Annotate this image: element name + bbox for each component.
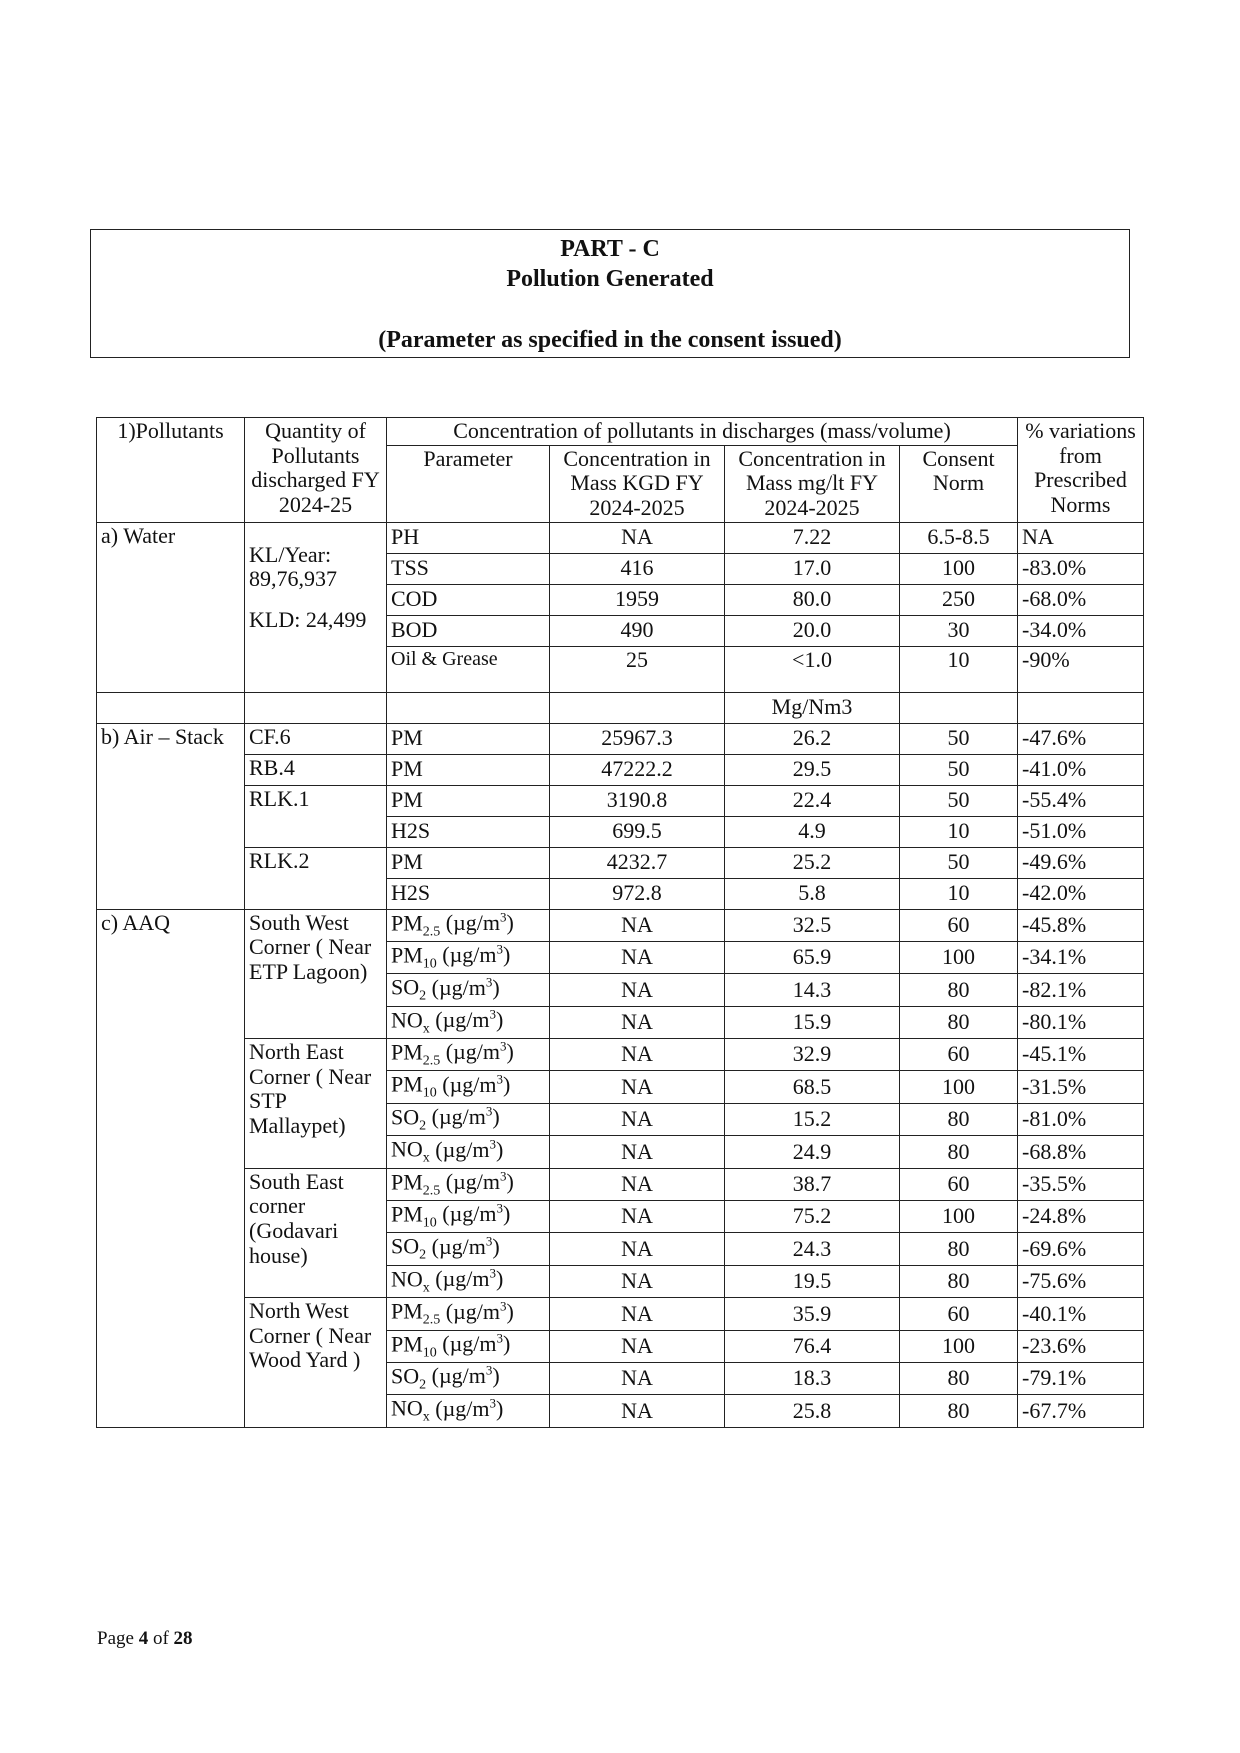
kgd-cell: 699.5 (550, 816, 725, 847)
parameter-cell: $SO_2$ $(\mu g/m^3)$ (387, 1362, 550, 1394)
variation-cell: -41.0% (1018, 754, 1144, 785)
page-label: Page (97, 1628, 134, 1649)
header-variation: % variations from Prescribed Norms (1018, 418, 1144, 523)
norm-cell: 6.5-8.5 (900, 522, 1018, 553)
parameter-cell: COD (387, 584, 550, 615)
norm-cell: 80 (900, 1362, 1018, 1394)
variation-cell: -79.1% (1018, 1362, 1144, 1394)
norm-cell: 50 (900, 723, 1018, 754)
page-of-label: of (152, 1628, 169, 1649)
table-row (97, 785, 1144, 816)
stack-source: CF.6 (245, 723, 387, 754)
parameter-cell: H2S (387, 878, 550, 909)
variation-cell: -31.5% (1018, 1071, 1144, 1103)
norm-cell: 30 (900, 615, 1018, 646)
variation-cell: -81.0% (1018, 1103, 1144, 1135)
mglt-cell: 20.0 (725, 615, 900, 646)
mglt-cell: 15.2 (725, 1103, 900, 1135)
parameter-cell: TSS (387, 553, 550, 584)
norm-cell: 80 (900, 1233, 1018, 1265)
variation-cell: -83.0% (1018, 553, 1144, 584)
mglt-cell: 24.9 (725, 1136, 900, 1168)
section-title: Pollution Generated (506, 266, 714, 292)
norm-cell: 60 (900, 1168, 1018, 1200)
kgd-cell: 1959 (550, 584, 725, 615)
variation-cell: -55.4% (1018, 785, 1144, 816)
page-footer (97, 1628, 193, 1650)
mglt-cell: 19.5 (725, 1265, 900, 1297)
kgd-cell: NA (550, 1330, 725, 1362)
parameter-cell: $PM_{2.5}$ $(\mu g/m^3)$ (387, 1168, 550, 1200)
variation-cell: -51.0% (1018, 816, 1144, 847)
aaq-label: c) AAQ (97, 909, 245, 1427)
table-row (97, 754, 1144, 785)
table-row (97, 847, 1144, 878)
parameter-cell: $SO_2$ $(\mu g/m^3)$ (387, 974, 550, 1006)
unit-label: Mg/Nm3 (725, 692, 900, 723)
parameter-cell: $PM_{2.5}$ $(\mu g/m^3)$ (387, 1039, 550, 1071)
table-row (97, 909, 1144, 941)
parameter-cell: Oil & Grease (387, 646, 550, 692)
section-subtitle: (Parameter as specified in the consent issued) (378, 327, 842, 353)
table-row (97, 1039, 1144, 1071)
norm-cell: 50 (900, 785, 1018, 816)
mglt-cell: 14.3 (725, 974, 900, 1006)
parameter-cell: PH (387, 522, 550, 553)
mglt-cell: 29.5 (725, 754, 900, 785)
norm-cell: 60 (900, 909, 1018, 941)
norm-cell: 80 (900, 974, 1018, 1006)
variation-cell: -23.6% (1018, 1330, 1144, 1362)
header-pollutants: 1)Pollutants (97, 418, 245, 523)
norm-cell: 60 (900, 1298, 1018, 1330)
mglt-cell: 5.8 (725, 878, 900, 909)
header-conc-mass-mglt: Concentration in Mass mg/lt FY 2024-2025 (725, 445, 900, 522)
kgd-cell: NA (550, 1201, 725, 1233)
mglt-cell: 35.9 (725, 1298, 900, 1330)
norm-cell: 250 (900, 584, 1018, 615)
air-stack-section (97, 723, 1144, 909)
variation-cell: -34.1% (1018, 941, 1144, 973)
variation-cell: -75.6% (1018, 1265, 1144, 1297)
mglt-cell: 4.9 (725, 816, 900, 847)
kgd-cell: NA (550, 1362, 725, 1394)
mglt-cell: 22.4 (725, 785, 900, 816)
variation-cell: -34.0% (1018, 615, 1144, 646)
header-consent-norm: Consent Norm (900, 445, 1018, 522)
mglt-cell: 32.9 (725, 1039, 900, 1071)
kgd-cell: NA (550, 1071, 725, 1103)
monitoring-location: North West Corner ( Near Wood Yard ) (245, 1298, 387, 1428)
parameter-cell: PM (387, 723, 550, 754)
mglt-cell: 18.3 (725, 1362, 900, 1394)
kgd-cell: 416 (550, 553, 725, 584)
parameter-cell: PM (387, 847, 550, 878)
water-quantity (245, 522, 387, 692)
parameter-cell: $NO_x$ $(\mu g/m^3)$ (387, 1006, 550, 1038)
kgd-cell: NA (550, 1265, 725, 1297)
stack-source: RLK.2 (245, 847, 387, 909)
table-header-row (97, 418, 1144, 446)
water-section (97, 522, 1144, 692)
norm-cell: 80 (900, 1265, 1018, 1297)
kgd-cell: 25967.3 (550, 723, 725, 754)
parameter-cell: BOD (387, 615, 550, 646)
kgd-cell: NA (550, 1298, 725, 1330)
mglt-cell: 24.3 (725, 1233, 900, 1265)
parameter-cell: $PM_{10}$ $(\mu g/m^3)$ (387, 1330, 550, 1362)
parameter-cell: $SO_2$ $(\mu g/m^3)$ (387, 1233, 550, 1265)
norm-cell: 100 (900, 1071, 1018, 1103)
parameter-cell: PM (387, 754, 550, 785)
parameter-cell: $SO_2$ $(\mu g/m^3)$ (387, 1103, 550, 1135)
kgd-cell: NA (550, 1168, 725, 1200)
kgd-cell: NA (550, 941, 725, 973)
kgd-cell: 47222.2 (550, 754, 725, 785)
table-row (97, 522, 1144, 553)
norm-cell: 80 (900, 1395, 1018, 1427)
part-c-header (90, 229, 1130, 358)
header-concentration-group: Concentration of pollutants in discharges (mass/volume) (387, 418, 1018, 446)
parameter-cell: $PM_{2.5}$ $(\mu g/m^3)$ (387, 909, 550, 941)
monitoring-location: South West Corner ( Near ETP Lagoon) (245, 909, 387, 1039)
variation-cell: -24.8% (1018, 1201, 1144, 1233)
pollution-table (96, 417, 1144, 1428)
table-row (97, 723, 1144, 754)
stack-source: RB.4 (245, 754, 387, 785)
variation-cell: -69.6% (1018, 1233, 1144, 1265)
norm-cell: 10 (900, 816, 1018, 847)
kgd-cell: NA (550, 974, 725, 1006)
kgd-cell: NA (550, 1006, 725, 1038)
kgd-cell: 972.8 (550, 878, 725, 909)
variation-cell: -40.1% (1018, 1298, 1144, 1330)
table-row (97, 1298, 1144, 1330)
norm-cell: 100 (900, 1330, 1018, 1362)
kgd-cell: NA (550, 1039, 725, 1071)
water-label: a) Water (97, 522, 245, 692)
variation-cell: -49.6% (1018, 847, 1144, 878)
variation-cell: -67.7% (1018, 1395, 1144, 1427)
norm-cell: 10 (900, 878, 1018, 909)
kgd-cell: NA (550, 1233, 725, 1265)
parameter-cell: $PM_{2.5}$ $(\mu g/m^3)$ (387, 1298, 550, 1330)
variation-cell: NA (1018, 522, 1144, 553)
water-quantity-kld: KLD: 24,499 (249, 606, 367, 632)
header-quantity: Quantity of Pollutants discharged FY 2024-25 (245, 418, 387, 523)
variation-cell: -42.0% (1018, 878, 1144, 909)
mglt-cell: <1.0 (725, 646, 900, 692)
kgd-cell: NA (550, 1103, 725, 1135)
parameter-cell: $PM_{10}$ $(\mu g/m^3)$ (387, 941, 550, 973)
table-row (97, 1168, 1144, 1200)
mglt-cell: 68.5 (725, 1071, 900, 1103)
total-pages: 28 (173, 1628, 193, 1649)
mglt-cell: 26.2 (725, 723, 900, 754)
variation-cell: -45.1% (1018, 1039, 1144, 1071)
parameter-cell: PM (387, 785, 550, 816)
part-label: PART - C (560, 236, 660, 262)
monitoring-location: North East Corner ( Near STP Mallaypet) (245, 1039, 387, 1169)
parameter-cell: $PM_{10}$ $(\mu g/m^3)$ (387, 1071, 550, 1103)
norm-cell: 10 (900, 646, 1018, 692)
parameter-cell: $NO_x$ $(\mu g/m^3)$ (387, 1395, 550, 1427)
variation-cell: -90% (1018, 646, 1144, 692)
kgd-cell: NA (550, 522, 725, 553)
mglt-cell: 25.2 (725, 847, 900, 878)
parameter-cell: H2S (387, 816, 550, 847)
variation-cell: -80.1% (1018, 1006, 1144, 1038)
norm-cell: 100 (900, 1201, 1018, 1233)
air-stack-label: b) Air – Stack (97, 723, 245, 909)
monitoring-location: South East corner (Godavari house) (245, 1168, 387, 1298)
mglt-cell: 80.0 (725, 584, 900, 615)
norm-cell: 80 (900, 1103, 1018, 1135)
parameter-cell: $NO_x$ $(\mu g/m^3)$ (387, 1265, 550, 1297)
norm-cell: 60 (900, 1039, 1018, 1071)
kgd-cell: NA (550, 1395, 725, 1427)
unit-row (97, 692, 1144, 723)
mglt-cell: 15.9 (725, 1006, 900, 1038)
kgd-cell: 490 (550, 615, 725, 646)
mglt-cell: 32.5 (725, 909, 900, 941)
variation-cell: -45.8% (1018, 909, 1144, 941)
mglt-cell: 75.2 (725, 1201, 900, 1233)
stack-source: RLK.1 (245, 785, 387, 847)
mglt-cell: 25.8 (725, 1395, 900, 1427)
norm-cell: 100 (900, 553, 1018, 584)
mglt-cell: 17.0 (725, 553, 900, 584)
kgd-cell: 4232.7 (550, 847, 725, 878)
parameter-cell: $NO_x$ $(\mu g/m^3)$ (387, 1136, 550, 1168)
kgd-cell: NA (550, 909, 725, 941)
kgd-cell: 3190.8 (550, 785, 725, 816)
kgd-cell: NA (550, 1136, 725, 1168)
variation-cell: -35.5% (1018, 1168, 1144, 1200)
header-parameter: Parameter (387, 445, 550, 522)
header-conc-mass-kgd: Concentration in Mass KGD FY 2024-2025 (550, 445, 725, 522)
mglt-cell: 76.4 (725, 1330, 900, 1362)
norm-cell: 50 (900, 847, 1018, 878)
norm-cell: 100 (900, 941, 1018, 973)
norm-cell: 50 (900, 754, 1018, 785)
water-quantity-kl: KL/Year: 89,76,937 (249, 541, 337, 592)
norm-cell: 80 (900, 1136, 1018, 1168)
kgd-cell: 25 (550, 646, 725, 692)
page-number: 4 (138, 1628, 149, 1649)
variation-cell: -82.1% (1018, 974, 1144, 1006)
mglt-cell: 7.22 (725, 522, 900, 553)
parameter-cell: $PM_{10}$ $(\mu g/m^3)$ (387, 1201, 550, 1233)
variation-cell: -68.0% (1018, 584, 1144, 615)
norm-cell: 80 (900, 1006, 1018, 1038)
variation-cell: -68.8% (1018, 1136, 1144, 1168)
aaq-section (97, 909, 1144, 1427)
mglt-cell: 38.7 (725, 1168, 900, 1200)
variation-cell: -47.6% (1018, 723, 1144, 754)
mglt-cell: 65.9 (725, 941, 900, 973)
